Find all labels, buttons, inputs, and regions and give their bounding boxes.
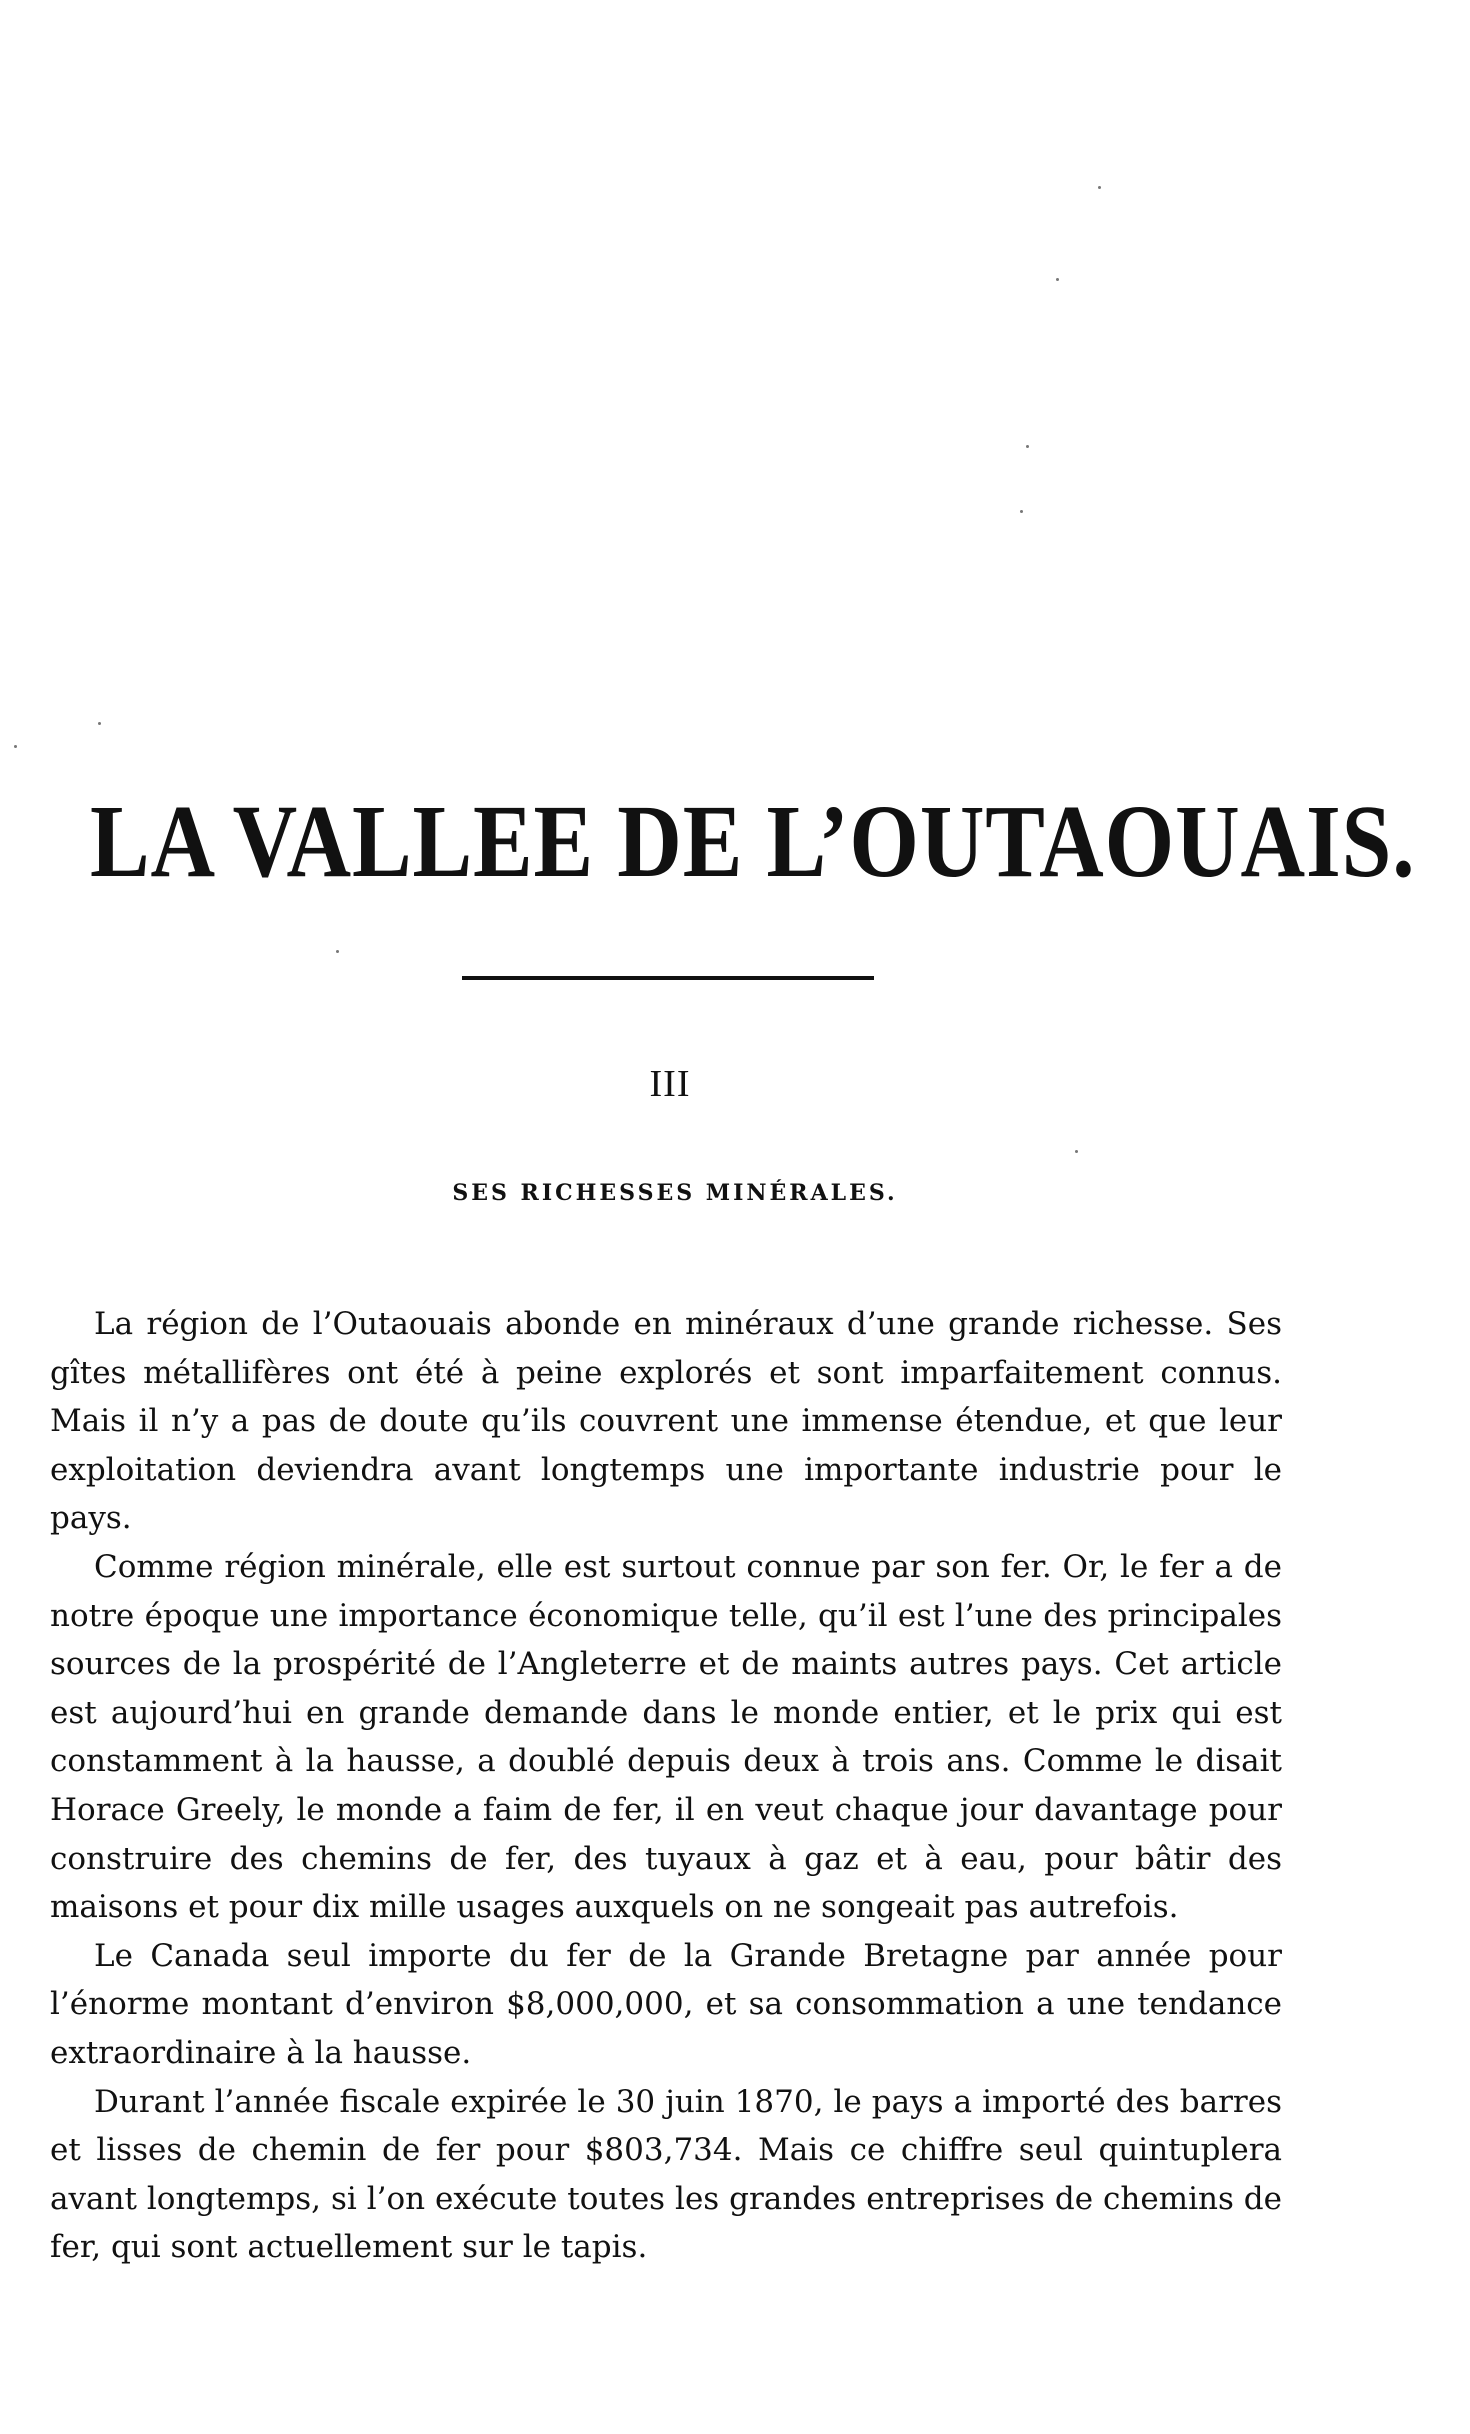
scan-speck — [14, 745, 17, 748]
scan-speck — [1098, 186, 1101, 189]
scan-speck — [336, 950, 339, 953]
chapter-number: III — [649, 1063, 691, 1105]
scan-speck — [1020, 510, 1023, 513]
scan-speck — [1056, 278, 1059, 281]
scan-speck — [98, 722, 101, 725]
paragraph: Comme région minérale, elle est surtout connue par son fer. Or, le fer a de notre époque une importance économique telle, qu’il est l’une des principales sources de la prospérité de l’Angleterre et de maints autres pays. Cet article est aujourd’hui en grande demande dans le monde entier, et le prix qui est constamment à la hausse, a doublé depuis deux à trois ans. Comme le disait Horace Greely, le monde a faim de fer, il en veut chaque jour davantage pour construire des chemins de fer, des tuyaux à gaz et à eau, pour bâtir des maisons et pour dix mille usages auxquels on ne songeait pas autrefois. — [50, 1548, 1282, 1926]
paragraph: Durant l’année fiscale expirée le 30 juin 1870, le pays a importé des barres et lisses de chemin de fer pour $803,734. Mais ce chiffre seul quintuplera avant longtemps, si l’on exécute toutes les grandes entreprises de chemins de fer, qui sont actuellement sur le tapis. — [50, 2083, 1282, 2266]
chapter-subtitle: SES RICHESSES MINÉRALES. — [452, 1180, 898, 1206]
title-divider — [462, 976, 874, 980]
paragraph: La région de l’Outaouais abonde en minéraux d’une grande richesse. Ses gîtes métallifères ont été à peine explorés et sont imparfaitement connus. Mais il n’y a pas de doute qu’ils couvrent une immense étendue, et que leur exploitation deviendra avant longtemps une importante industrie pour le pays. — [50, 1306, 1282, 1537]
scan-speck — [1026, 445, 1029, 448]
page-title: LA VALLEE DE L’OUTAOUAIS. — [90, 784, 1416, 899]
body-text — [50, 1300, 1282, 2272]
scan-speck — [1075, 1150, 1078, 1153]
paragraph: Le Canada seul importe du fer de la Grande Bretagne par année pour l’énorme montant d’environ $8,000,000, et sa consommation a une tendance extraordinaire à la hausse. — [50, 1937, 1282, 2071]
